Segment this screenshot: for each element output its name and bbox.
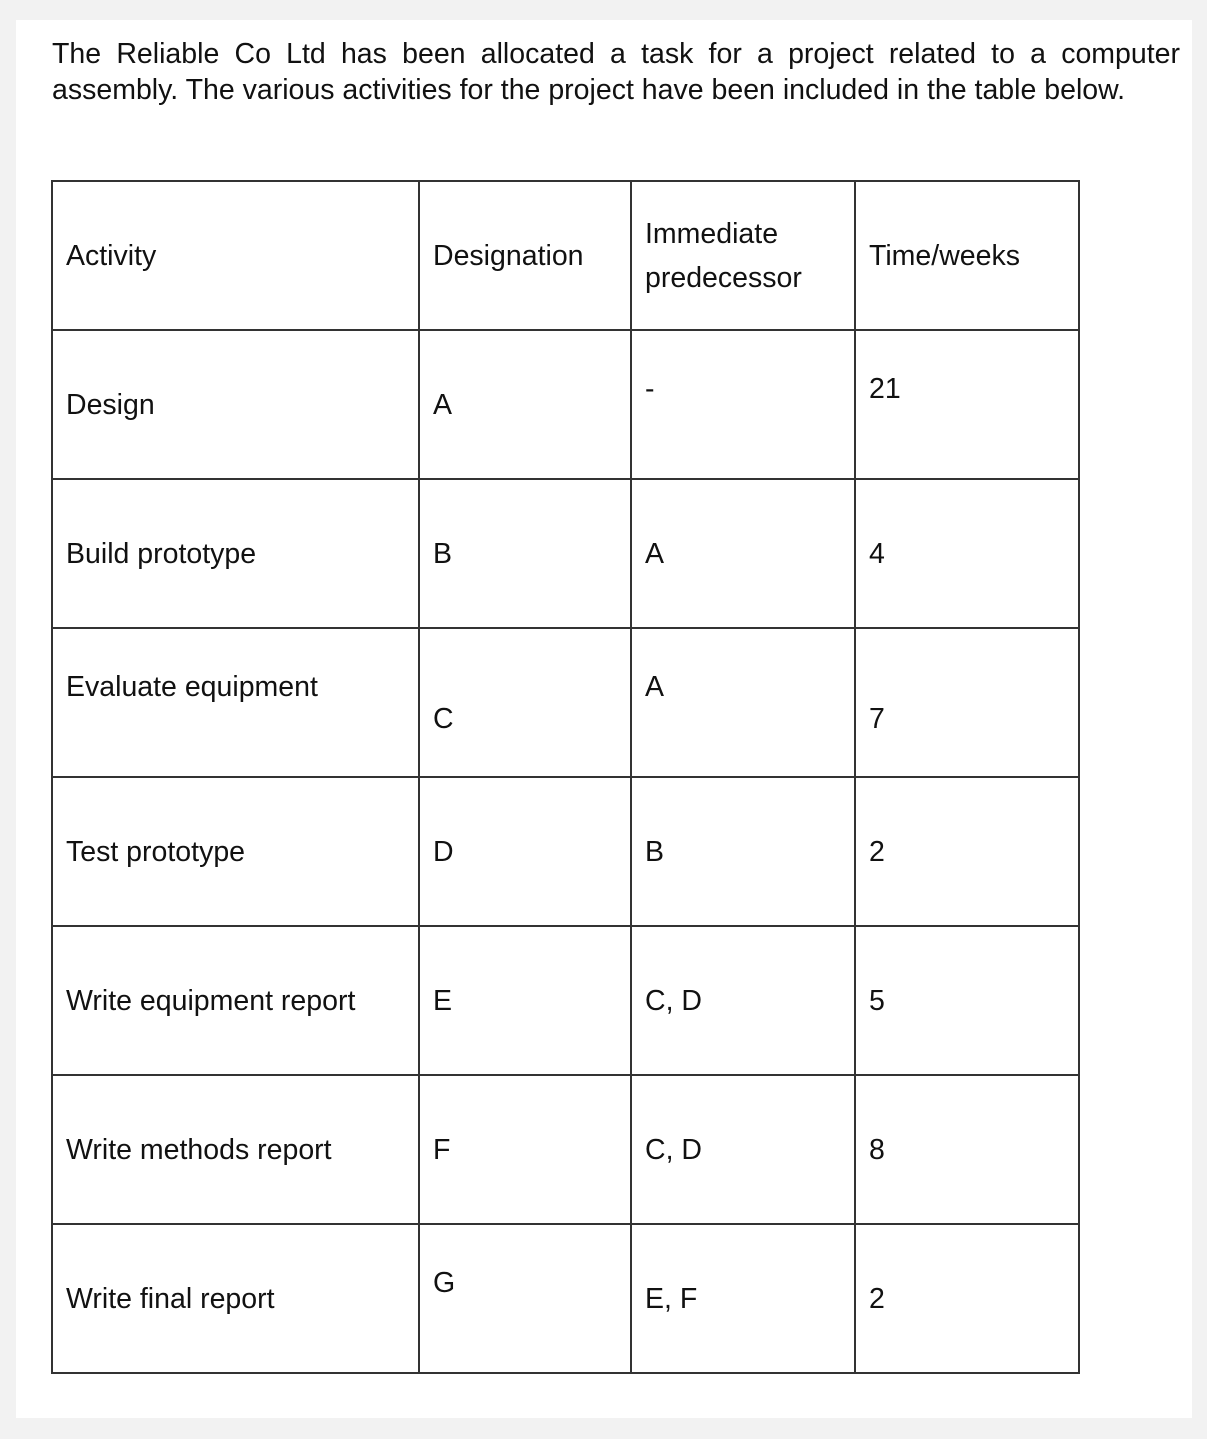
cell-designation bbox=[419, 1224, 631, 1373]
activities-table bbox=[51, 180, 1080, 1374]
cell-predecessor: E, F bbox=[631, 1224, 855, 1373]
cell-activity-text: Evaluate equipment bbox=[66, 670, 318, 703]
cell-activity bbox=[52, 628, 419, 777]
header-designation: Designation bbox=[419, 181, 631, 330]
cell-designation: D bbox=[419, 777, 631, 926]
header-time: Time/weeks bbox=[855, 181, 1079, 330]
header-predecessor-line2: predecessor bbox=[645, 261, 802, 294]
cell-activity: Build prototype bbox=[52, 479, 419, 628]
cell-time: 2 bbox=[855, 777, 1079, 926]
table-row bbox=[52, 926, 1079, 1075]
cell-time: 4 bbox=[855, 479, 1079, 628]
table-row bbox=[52, 330, 1079, 479]
cell-predecessor: A bbox=[631, 479, 855, 628]
cell-predecessor: C, D bbox=[631, 926, 855, 1075]
intro-paragraph: The Reliable Co Ltd has been allocated a task for a project related to a computer assembly. The various activities for the project have been included in the table below. bbox=[52, 38, 1180, 106]
document-page bbox=[16, 20, 1192, 1418]
cell-predecessor-text: A bbox=[645, 670, 665, 703]
header-predecessor-line1: Immediate bbox=[645, 217, 779, 250]
cell-designation: E bbox=[419, 926, 631, 1075]
cell-predecessor bbox=[631, 330, 855, 479]
table-row bbox=[52, 479, 1079, 628]
cell-time: 5 bbox=[855, 926, 1079, 1075]
cell-activity: Write equipment report bbox=[52, 926, 419, 1075]
cell-time-text: 7 bbox=[869, 702, 885, 735]
cell-predecessor-text: - bbox=[645, 372, 655, 405]
cell-time-text: 21 bbox=[869, 372, 901, 405]
cell-predecessor bbox=[631, 628, 855, 777]
table-row bbox=[52, 777, 1079, 926]
cell-time bbox=[855, 330, 1079, 479]
cell-designation-text: G bbox=[433, 1266, 456, 1299]
cell-designation: A bbox=[419, 330, 631, 479]
cell-designation: B bbox=[419, 479, 631, 628]
table-row bbox=[52, 1075, 1079, 1224]
cell-designation-text: C bbox=[433, 702, 454, 735]
cell-predecessor: B bbox=[631, 777, 855, 926]
cell-designation bbox=[419, 628, 631, 777]
cell-activity: Test prototype bbox=[52, 777, 419, 926]
table-row bbox=[52, 628, 1079, 777]
cell-activity: Write methods report bbox=[52, 1075, 419, 1224]
cell-time: 2 bbox=[855, 1224, 1079, 1373]
cell-time bbox=[855, 628, 1079, 777]
table-header-row bbox=[52, 181, 1079, 330]
table-row bbox=[52, 1224, 1079, 1373]
header-activity: Activity bbox=[52, 181, 419, 330]
cell-activity: Design bbox=[52, 330, 419, 479]
cell-predecessor: C, D bbox=[631, 1075, 855, 1224]
header-predecessor bbox=[631, 181, 855, 330]
cell-activity: Write final report bbox=[52, 1224, 419, 1373]
cell-designation: F bbox=[419, 1075, 631, 1224]
cell-time: 8 bbox=[855, 1075, 1079, 1224]
